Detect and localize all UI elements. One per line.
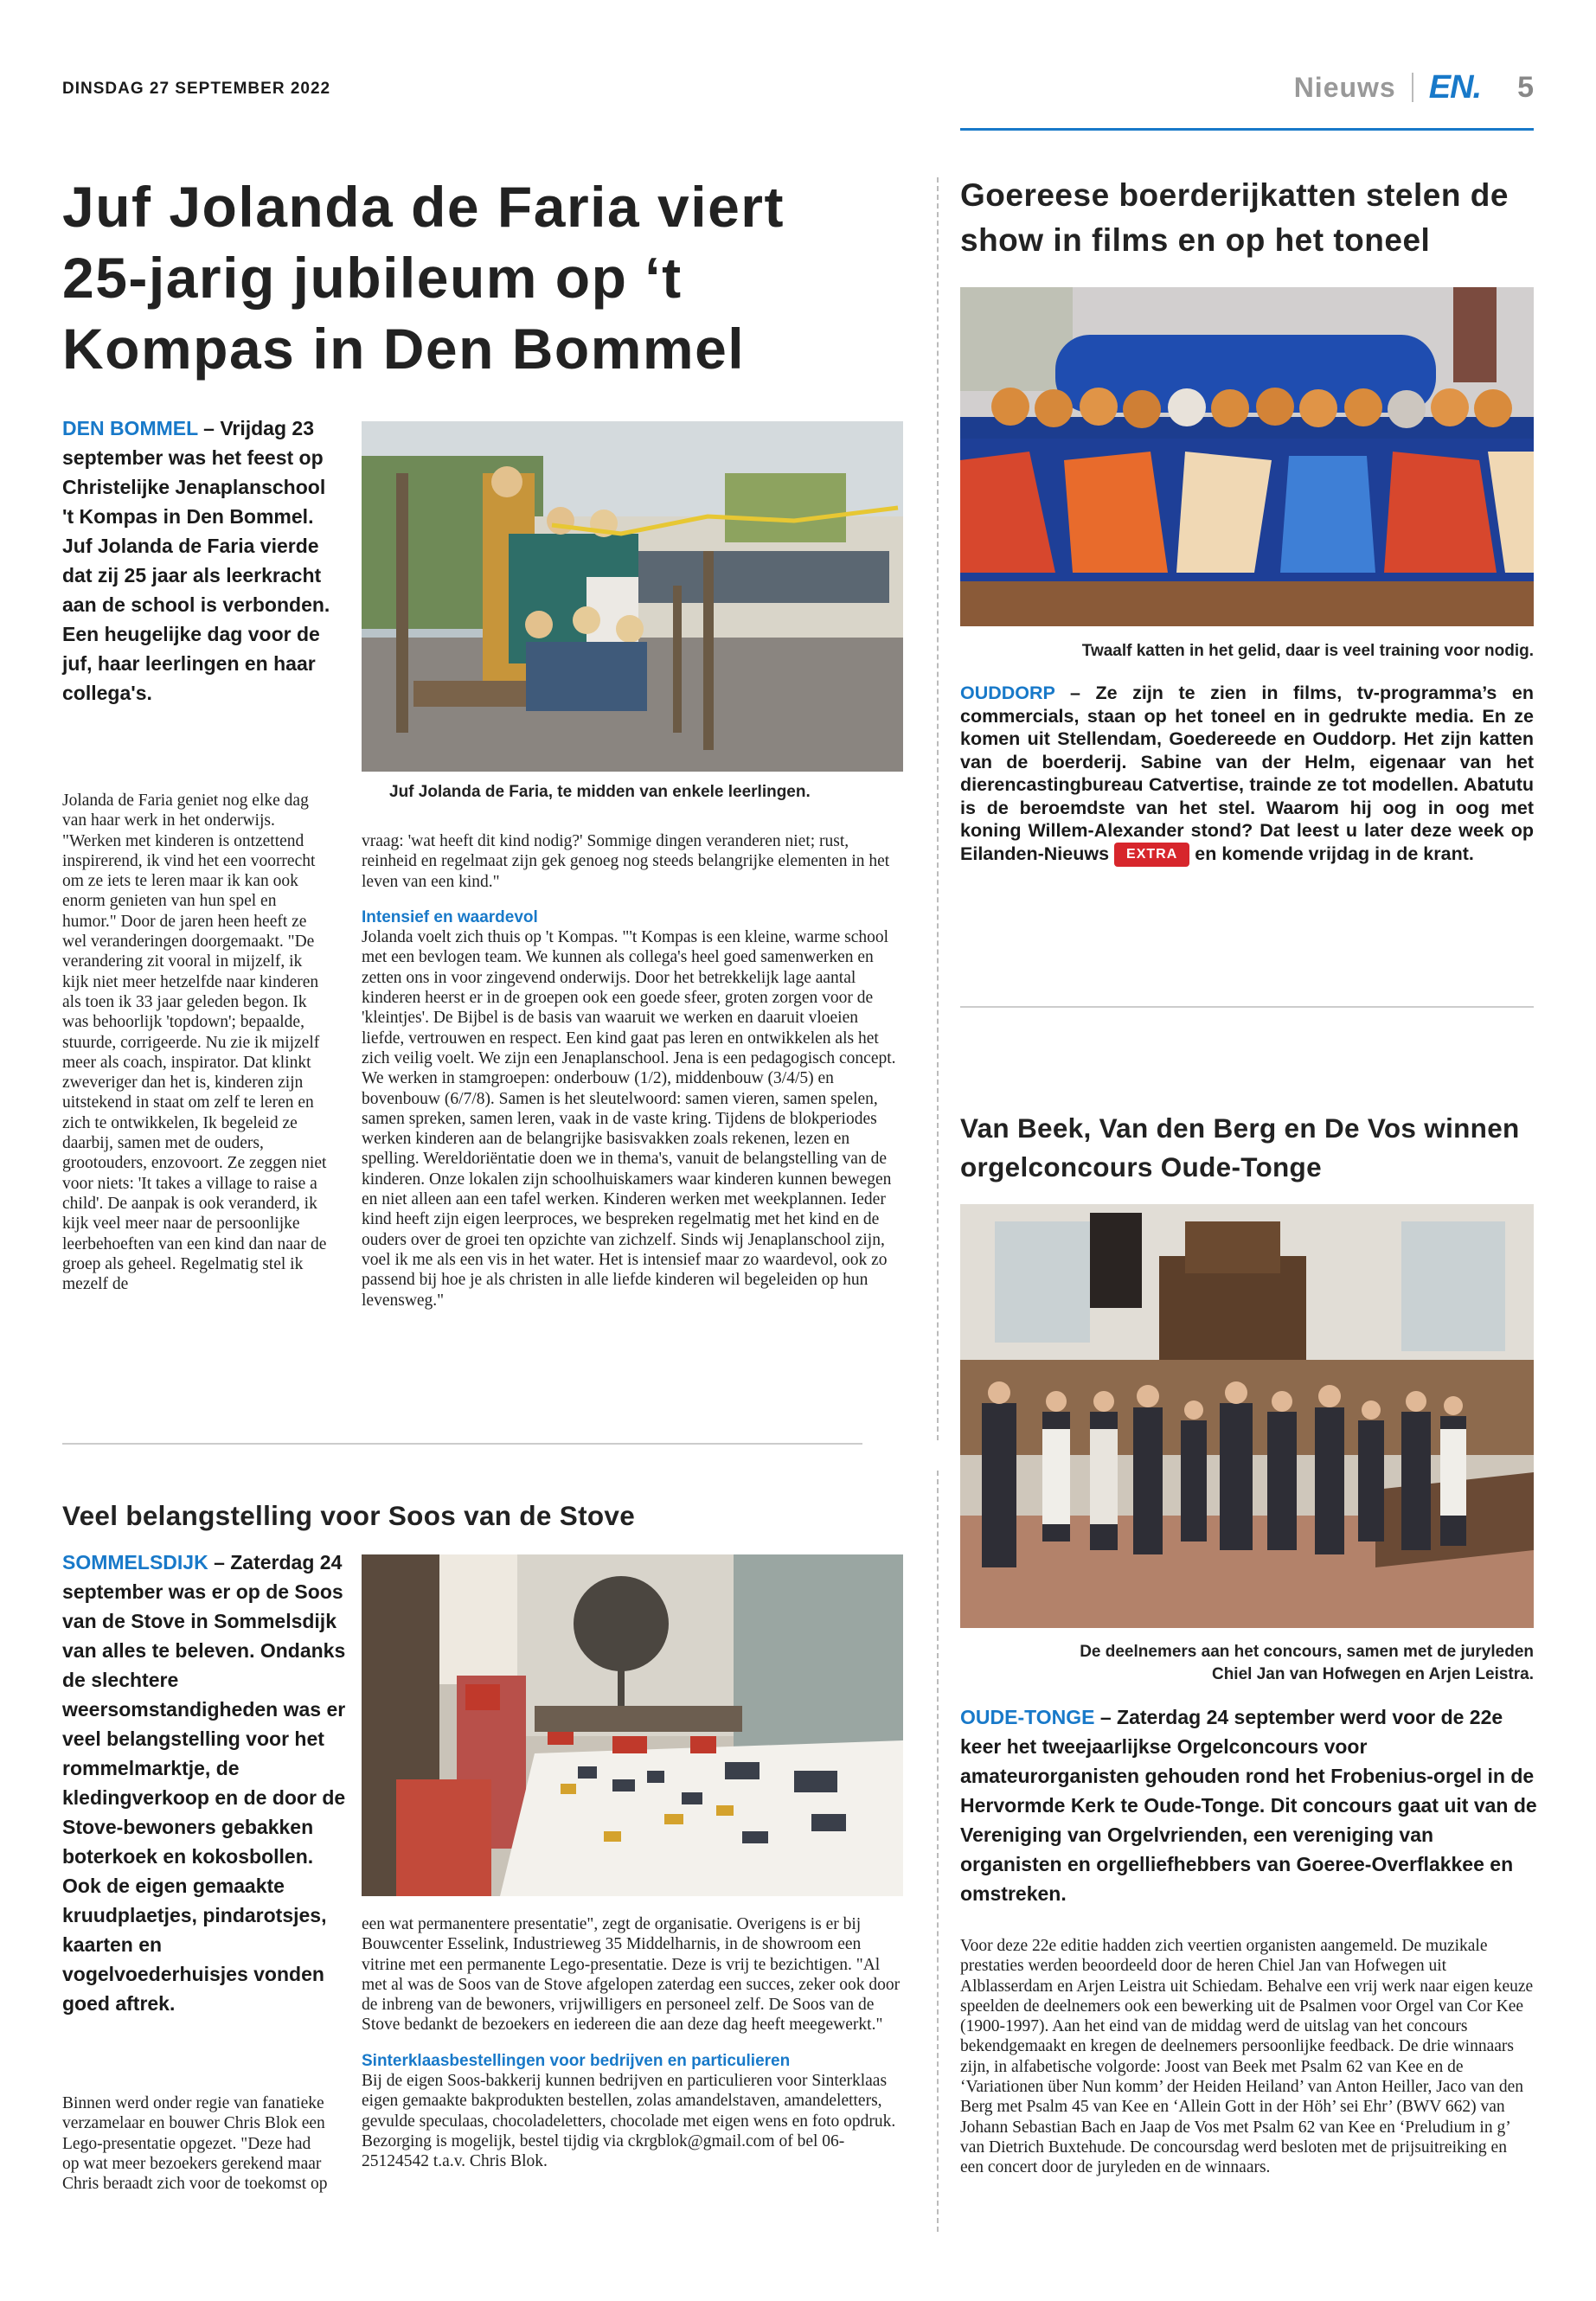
column-separator-bottom [937,1471,939,2232]
page-number: 5 [1517,70,1534,104]
article3-photo-caption [960,1641,1534,1686]
article3-photo [960,1204,1534,1628]
article-separator-left [62,1443,862,1445]
article1-lead [62,413,332,708]
article2-headline: Goereese boerderijkatten stelen de show in films en op het toneel [960,177,1509,258]
article4-body-column-2-main: Bij de eigen Soos-bakkerij kunnen bedrijven en particulieren voor Sinterklaas eigen gemaakte bakprodukten bestellen, zolas amandelstaven, amandeletters, gevulde speculaas, chocoladeletters, chocolade met eigen wens en foto opdruk. Bezorging is mogelijk, bestel tijdig via ckrgblok@gmail.com of bel 06-25124542 t.a.v. Chris Blok. [362,2072,896,2171]
newspaper-logo: EN. [1428,68,1482,106]
article3-lead-text: – Zaterdag 24 september werd voor de 22e keer het tweejaarlijkse Orgelconcours voor amateurorganisten gehouden rond het Frobenius-orgel in de Hervormde Kerk te Oude-Tonge. Dit concours gaat uit van de Vereniging van Orgelvrienden, een vereniging van organisten en orgelliefhebbers van Goeree-Overflakkee en omstreken. [960,1706,1537,1905]
article2-lead-end: en komende vrijdag in de krant. [1195,843,1474,864]
header-rule [960,128,1534,131]
article3-lead [960,1702,1540,1908]
article1-headline: Juf Jolanda de Faria viert 25-jarig jubileum op ‘t Kompas in Den Bommel [62,175,785,381]
article4-headline: Veel belangstelling voor Soos van de Stove [62,1500,636,1531]
article3-dateline: OUDE-TONGE [960,1706,1095,1728]
article4-dateline: SOMMELSDIJK [62,1551,208,1574]
article2-dateline: OUDDORP [960,683,1055,703]
article3-headline: Van Beek, Van den Berg en De Vos winnen orgelconcours Oude-Tonge [960,1112,1520,1183]
article1-photo [362,421,903,772]
article1-dateline: DEN BOMMEL [62,417,198,439]
article4-lead [62,1548,348,2018]
article1-body-column-2-main: Jolanda voelt zich thuis op 't Kompas. "'t Kompas is een kleine, warme school met een bevlogen team. We kunnen als collega's heel goed samenwerken en zetten ons in voor zingevend onderwijs. Door het betrekkelijk lage aantal kinderen heerst er in de groepen ook een goede sfeer, groten zorgen voor de 'kleintjes'. De Bijbel is de basis van waaruit we werken en daaruit vloeien liefde, vertrouwen en respect. Een kind gaat pas leren en ontwikkelen als het zich veilig voelt. We zijn een Jenaplanschool. Jena is een pedagogisch concept. We werken in stamgroepen: onderbouw (1/2), middenbouw (3/4/5) en bovenbouw (6/7/8). Samen is het sleutelwoord: samen vieren, samen spelen, samen spreken, samen leren, vaak in de vaste kring. Tijdens de blokperiodes werken kinderen aan de belangrijke basisvakken zoals rekenen, lezen en spelling. Wereldoriëntatie doen we in thema's, vanuit de belangstelling van de kinderen. Onze lokalen zijn schoolhuiskamers waar kinderen kunnen bewegen en niet alleen aan een tafel werken. Kinderen werken met weekplannen. Ieder kind heeft zijn eigen leerproces, we bespreken regelmatig met het kind en de ouders over de groei ten opzichte van zichzelf. Sinds wij Jenaplanschool zijn, voel ik me als een vis in het water. Het is intensief maar zo waardevol, ook zo passend bij hoe je als christen in alle liefde kinderen wil begeleiden op hun levensweg." [362,928,896,1310]
article2-lead [960,682,1534,867]
masthead [1294,67,1534,107]
article3-photo-caption-line-1: De deelnemers aan het concours, samen met de juryleden [1080,1643,1534,1661]
article3-body: Voor deze 22e editie hadden zich veertien organisten aangemeld. De muzikale prestaties werden beoordeeld door de heren Chiel Jan van Hofwegen uit Alblasserdam en Arjen Leistra uit Schiedam. Behalve een vrij werk naar eigen keuze speelden de deelnemers ook een bewerking uit de Psalmen voor Orgel van Cor Kee (1900-1997). Aan het eind van de middag werd de uitslag van het concours bekendgemaakt en kregen de deelnemers persoonlijke feedback. De drie winnaars zijn, in alfabetische volgorde: Joost van Beek met Psalm 62 van Kee en de ‘Variationen über Nun komm’ der Heiden Heiland’ van Anton Heiller, Jaco van den Berg met Psalm 45 van Kee en ‘Allein Gott in der Höh’ sei Ehr’ (BWV 662) van Johann Sebastian Bach en Jaap de Vos met Psalm 62 van Kee en ‘Preludium in g’ van Dietrich Buxtehude. De concoursdag werd besloten met de prijsuitreiking en een concert door de juryleden en de winnaars. [960,1937,1534,2177]
article4-photo [362,1554,903,1896]
article-separator-right [960,1006,1534,1008]
article1-body-column-2-intro: vraag: 'wat heeft dit kind nodig?' Sommige dingen veranderen niet; rust, reinheid en regelmaat zijn gek genoeg nog steeds belangrijke elementen in het leven van een kind." [362,832,890,891]
column-separator-top [937,177,939,1440]
article1-body-column-1: Jolanda de Faria geniet nog elke dag van haar werk in het onderwijs. "Werken met kinderen is ontzettend inspirerend, ik vind het een voorrecht om ze iets te leren maar ik kan ook enorm genieten van hun spel en humor." Door de jaren heen heeft ze wel veranderingen doorgemaakt. "De verandering zit vooral in mijzelf, ik kijk niet meer hetzelfde naar kinderen als toen ik 33 jaar geleden begon. Ik was behoorlijk 'topdown'; bepaalde, stuurde, corrigeerde. Nu zie ik mijzelf meer als coach, inspirator. Dat klinkt zweveriger dan het is, kinderen zijn uitstekend in staat om zelf te leren en zich te ontwikkelen, Ik begeleid ze daarbij, samen met de ouders, grootouders, enzovoort. Ze zeggen niet voor niets: 'It takes a village to raise a child'. De aanpak is ook veranderd, ik kijk veel meer naar de persoonlijke leerbehoeften van een kind dan naar de groep als geheel. Regelmatig stel ik mezelf de [62,792,327,1294]
article4-lead-text: – Zaterdag 24 september was er op de Soos van de Stove in Sommelsdijk van alles te beleven. Ondanks de slechtere weersomstandigheden was er veel belangstelling voor het rommelmarktje, de kledingverkoop en de door de Stove-bewoners gebakken boterkoek en kokosbollen. Ook de eigen gemaakte kruudplaetjes, pindarotsjes, kaarten en vogelvoederhuisjes vonden goed aftrek. [62,1551,346,2015]
article4-subhead: Sinterklaasbestellingen voor bedrijven en particulieren [362,2051,791,2070]
article2-lead-text: – Ze zijn te zien in films, tv-programma’s en commercials, staan op het toneel en in gedrukte media. En ze komen uit Stellendam, Goedereede en Ouddorp. Het zijn katten van de boerderij. Sabine van der Helm, eigenaar van het dierencastingbureau Catvertise, trainde ze tot modellen. Abatutu is de beroemdste van het stel. Waarom hij oog in oog met koning Willem-Alexander stond? Dat leest u later deze week op Eilanden-Nieuws [960,683,1534,864]
issue-date: DINSDAG 27 SEPTEMBER 2022 [62,80,331,98]
article3-photo-caption-line-2: Chiel Jan van Hofwegen en Arjen Leistra. [1211,1665,1534,1683]
article2-photo [960,287,1534,626]
article4-body-column-2-intro: een wat permanentere presentatie", zegt de organisatie. Overigens is er bij Bouwcenter Esselink, Industrieweg 35 Middelharnis, in de showroom een vitrine met een permanente Lego-presentatie. Deze is vrij te bezichtigen. "Al met al was de Soos van de Stove afgelopen zaterdag een succes, zeker ook door de inbreng van de bewoners, vrijwilligers en personeel zelf. De Soos van de Stove bedankt de bezoekers en iedereen die aan deze dag heeft meegewerkt." [362,1915,901,2035]
article1-photo-caption: Juf Jolanda de Faria, te midden van enkele leerlingen. [389,783,811,801]
article4-body-column-2 [362,1914,902,2172]
extra-badge: EXTRA [1114,843,1189,868]
section-label: Nieuws [1293,71,1396,103]
article1-lead-text: – Vrijdag 23 september was het feest op Christelijke Jenaplanschool 't Kompas in Den Bommel. Juf Jolanda de Faria vierde dat zij 25 jaar als leerkracht aan de school is verbonden. Een heugelijke dag voor de juf, haar leerlingen en haar collega's. [62,417,330,704]
article4-body-column-1: Binnen werd onder regie van fanatieke verzamelaar en bouwer Chris Blok een Lego-presentatie opgezet. "Deze had op wat meer bezoekers gerekend maar Chris beraadt zich voor de toekomst op [62,2094,328,2194]
article2-photo-caption: Twaalf katten in het gelid, daar is veel training voor nodig. [1081,642,1534,660]
masthead-divider [1412,73,1413,102]
article1-subhead: Intensief en waardevol [362,907,538,926]
article1-body-column-2 [362,831,902,1311]
